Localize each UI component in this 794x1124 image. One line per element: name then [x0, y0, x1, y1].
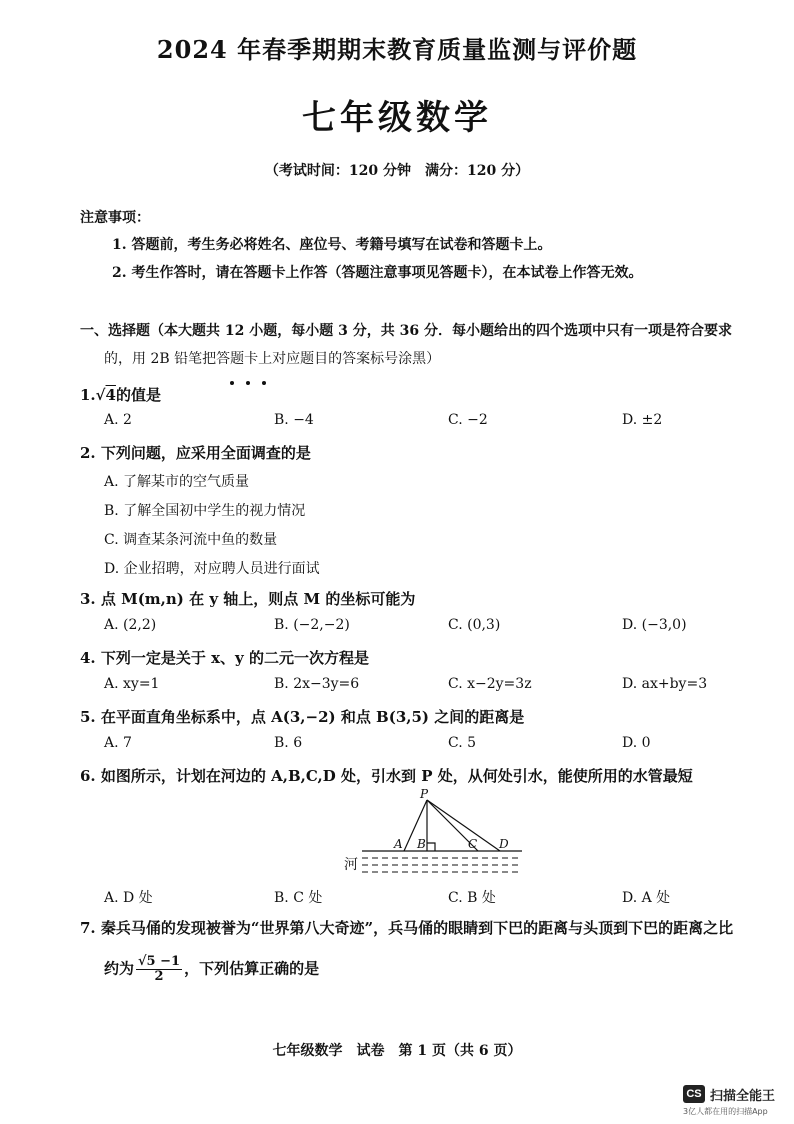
question-5-stem: 5. 在平面直角坐标系中，点 A(3,−2) 和点 B(3,5) 之间的距离是	[80, 708, 525, 726]
option-d: D. 0	[622, 735, 651, 751]
question-number: 1.	[80, 386, 96, 404]
option-b: B. 了解全国初中学生的视力情况	[104, 503, 306, 519]
sqrt-symbol: √	[95, 386, 106, 404]
question-4-stem: 4. 下列一定是关于 x、y 的二元一次方程是	[80, 649, 369, 667]
question-6-stem: 6. 如图所示，计划在河边的 A,B,C,D 处，引水到 P 处，从何处引水，能使所用的水管最短	[80, 767, 693, 785]
fraction-denominator: 2	[154, 969, 164, 984]
stem-suffix: ，下列估算正确的是	[184, 959, 320, 978]
option-d: D. ±2	[622, 412, 663, 428]
river-water	[362, 858, 522, 872]
notes-heading: 注意事项：	[80, 210, 150, 226]
option-b: B. 6	[274, 735, 303, 751]
label-a: A	[394, 837, 403, 851]
option-a: A. 2	[104, 412, 132, 428]
option-a: A. 了解某市的空气质量	[104, 474, 250, 490]
camscanner-name: 扫描全能王	[710, 1089, 776, 1104]
river-label: 河	[344, 857, 358, 873]
label-p: P	[420, 787, 429, 801]
note-item: 2. 考生作答时，请在答题卡上作答（答题注意事项见答题卡），在本试卷上作答无效。	[112, 265, 643, 281]
right-angle-mark	[427, 843, 435, 851]
section-intro-line2: 的，用 2B 铅笔把答题卡上对应题目的答案标号涂黑）	[104, 351, 441, 367]
option-c: C. x−2y=3z	[448, 676, 532, 692]
option-b: B. −4	[274, 412, 314, 428]
option-c: C. 调查某条河流中鱼的数量	[104, 532, 278, 548]
option-a: A. (2,2)	[104, 617, 157, 633]
label-c: C	[468, 837, 478, 851]
page-footer: 七年级数学 试卷 第 1 页（共 6 页）	[272, 1043, 522, 1059]
section-intro-text: 一、选择题（本大题共 12 小题，每小题 3 分，共 36 分．每小题给出的四个选项中只有一项是符合要求	[80, 323, 732, 339]
option-a: A. xy=1	[104, 676, 160, 692]
exam-title: 2024 年春季期期末教育质量监测与评价题	[156, 35, 638, 64]
line-pd	[427, 800, 500, 851]
option-d: D. A 处	[622, 890, 671, 906]
option-b: B. 2x−3y=6	[274, 676, 360, 692]
option-c: C. (0,3)	[448, 617, 501, 633]
option-a: A. D 处	[104, 890, 153, 906]
camscanner-logo: CS	[683, 1085, 705, 1103]
option-c: C. 5	[448, 735, 477, 751]
option-b: B. (−2,−2)	[274, 617, 350, 633]
section-intro	[80, 320, 732, 340]
question-1-stem	[80, 384, 161, 405]
question-stem-text: 的值是	[115, 386, 161, 404]
river-diagram	[340, 784, 530, 884]
option-d: D. 企业招聘，对应聘人员进行面试	[104, 561, 320, 577]
question-3-stem: 3. 点 M(m,n) 在 y 轴上，则点 M 的坐标可能为	[80, 590, 416, 608]
question-7-stem: 7. 秦兵马俑的发现被誉为“世界第八大奇迹”，兵马俑的眼睛到下巴的距离与头顶到下巴的距离之比	[80, 919, 734, 937]
note-item: 1. 答题前，考生务必将姓名、座位号、考籍号填写在试卷和答题卡上。	[112, 237, 552, 253]
stem-prefix: 约为	[104, 959, 135, 978]
option-c: C. −2	[448, 412, 488, 428]
option-d: D. ax+by=3	[622, 676, 708, 692]
sqrt-radicand: 4	[105, 386, 116, 404]
emphasis-dots	[224, 370, 272, 389]
option-b: B. C 处	[274, 890, 323, 906]
fraction	[136, 955, 182, 984]
exam-subject: 七年级数学	[302, 98, 492, 138]
exam-info: （考试时间：120 分钟 满分：120 分）	[264, 163, 530, 179]
label-d: D	[499, 837, 509, 851]
question-2-stem: 2. 下列问题，应采用全面调查的是	[80, 444, 311, 462]
label-b: B	[417, 837, 426, 851]
option-d: D. (−3,0)	[622, 617, 687, 633]
camscanner-tagline: 3亿人都在用的扫描App	[683, 1107, 768, 1116]
option-a: A. 7	[104, 735, 132, 751]
option-c: C. B 处	[448, 890, 496, 906]
question-7-stem-line2	[104, 955, 319, 984]
fraction-numerator: √5 −1	[138, 954, 181, 969]
